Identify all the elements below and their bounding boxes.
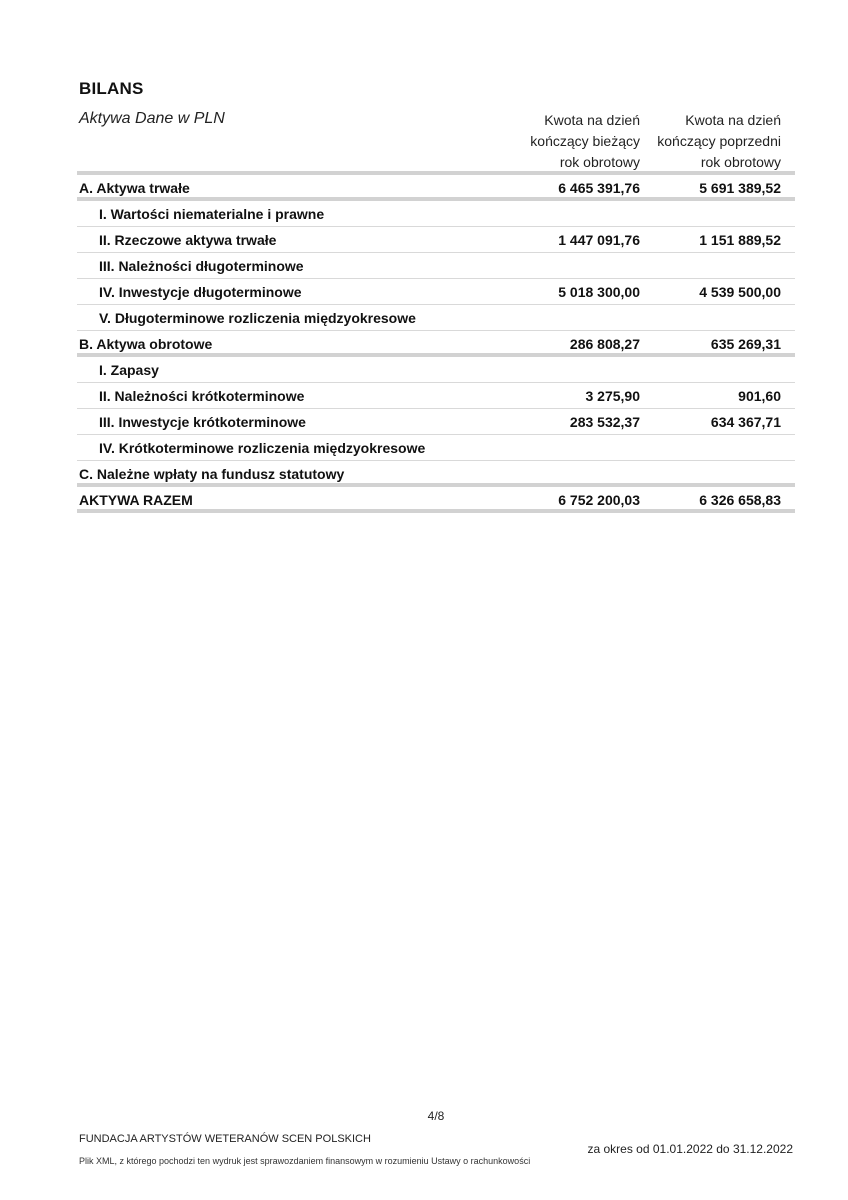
- page-title: BILANS: [79, 79, 144, 98]
- row-label: B. Aktywa obrotowe: [79, 336, 213, 352]
- previous-year-value: 1 151 889,52: [699, 232, 781, 248]
- row-label: III. Inwestycje krótkoterminowe: [99, 414, 306, 430]
- table-row: [77, 435, 795, 461]
- row-label: II. Należności krótkoterminowe: [99, 388, 305, 404]
- row-label: I. Zapasy: [99, 362, 159, 378]
- balance-sheet-table: [77, 171, 795, 513]
- table-subtitle: Aktywa Dane w PLN: [79, 110, 225, 127]
- table-row: [77, 409, 795, 435]
- current-year-value: 6 465 391,76: [558, 180, 640, 196]
- row-label: I. Wartości niematerialne i prawne: [99, 206, 325, 222]
- table-row: [77, 201, 795, 227]
- column-header-line: Kwota na dzień: [544, 112, 640, 128]
- table-row-total: [77, 487, 795, 513]
- table-header: [79, 110, 795, 172]
- previous-year-value: 634 367,71: [710, 414, 781, 430]
- column-header-line: Kwota na dzień: [685, 112, 781, 128]
- table-row: [77, 331, 795, 357]
- column-header-line: rok obrotowy: [700, 154, 781, 170]
- table-row: [77, 357, 795, 383]
- column-header-line: kończący poprzedni: [657, 133, 781, 149]
- column-header-current-year: [490, 110, 640, 173]
- column-header-line: rok obrotowy: [559, 154, 640, 170]
- row-label: III. Należności długoterminowe: [99, 258, 304, 274]
- column-header-line: kończący bieżący: [530, 133, 640, 149]
- previous-year-value: 5 691 389,52: [699, 180, 781, 196]
- current-year-value: 5 018 300,00: [558, 284, 640, 300]
- row-label: IV. Krótkoterminowe rozliczenia międzyokresowe: [99, 440, 426, 456]
- column-header-previous-year: [631, 110, 781, 173]
- current-year-value: 286 808,27: [569, 336, 640, 352]
- row-label: II. Rzeczowe aktywa trwałe: [99, 232, 277, 248]
- current-year-value: 283 532,37: [569, 414, 640, 430]
- current-year-value: 3 275,90: [585, 388, 640, 404]
- current-year-value: 6 752 200,03: [558, 492, 640, 508]
- page-number: 4/8: [427, 1109, 445, 1123]
- table-row: [77, 305, 795, 331]
- footer-note: Plik XML, z którego pochodzi ten wydruk jest sprawozdaniem finansowym w rozumieniu Ustawy o rachunkowości: [79, 1156, 531, 1166]
- table-row: [77, 383, 795, 409]
- row-label: C. Należne wpłaty na fundusz statutowy: [79, 466, 345, 482]
- table-row: [77, 227, 795, 253]
- previous-year-value: 6 326 658,83: [699, 492, 781, 508]
- row-label: V. Długoterminowe rozliczenia międzyokresowe: [99, 310, 416, 326]
- previous-year-value: 635 269,31: [710, 336, 781, 352]
- footer-organization: FUNDACJA ARTYSTÓW WETERANÓW SCEN POLSKICH: [79, 1133, 371, 1145]
- row-label: A. Aktywa trwałe: [79, 180, 190, 196]
- table-row: [77, 253, 795, 279]
- row-label: AKTYWA RAZEM: [79, 492, 193, 508]
- current-year-value: 1 447 091,76: [558, 232, 640, 248]
- previous-year-value: 4 539 500,00: [699, 284, 781, 300]
- table-row: [77, 461, 795, 487]
- footer-period: za okres od 01.01.2022 do 31.12.2022: [587, 1142, 793, 1156]
- table-row: [77, 175, 795, 201]
- row-label: IV. Inwestycje długoterminowe: [99, 284, 302, 300]
- previous-year-value: 901,60: [738, 388, 781, 404]
- table-row: [77, 279, 795, 305]
